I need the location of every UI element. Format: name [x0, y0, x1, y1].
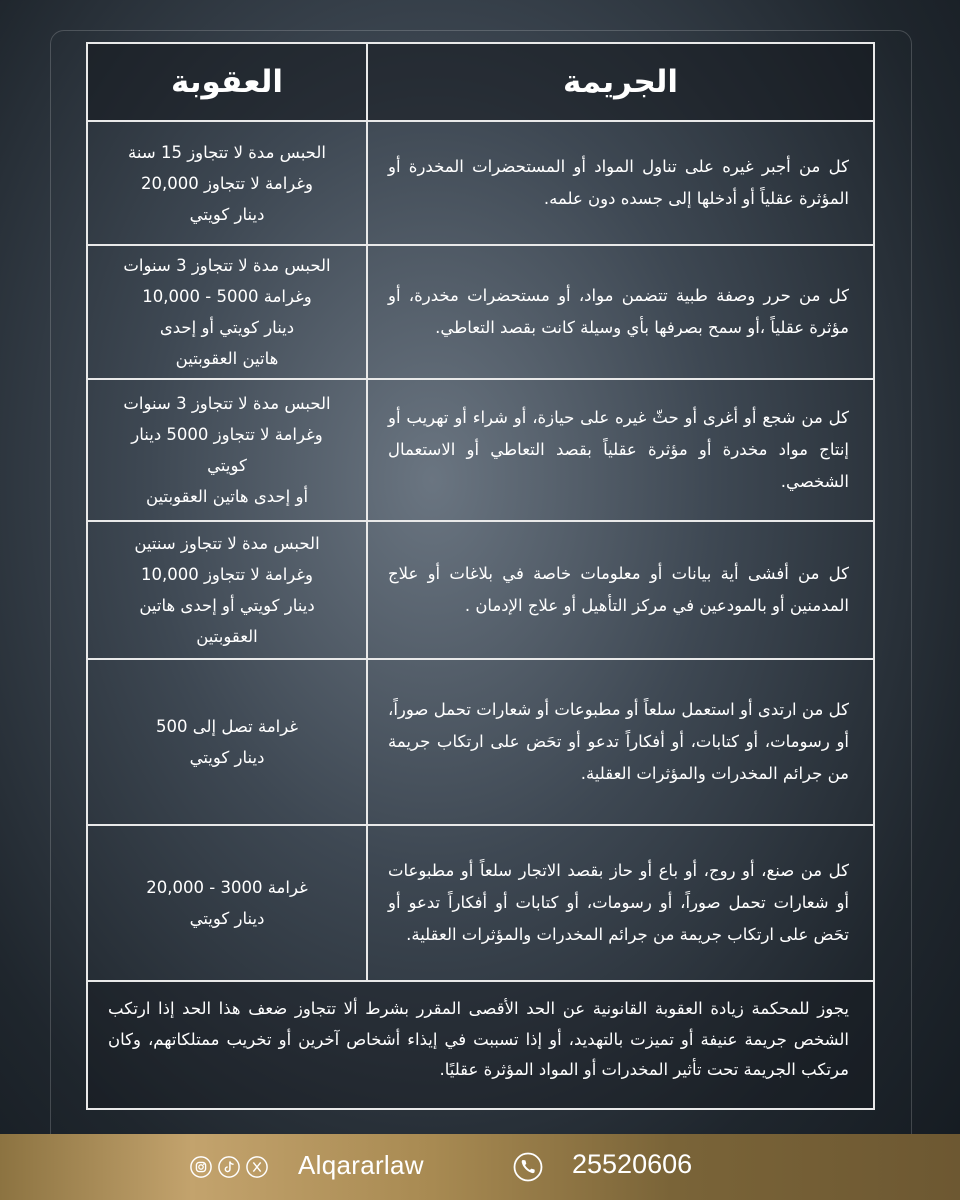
penalty-cell: الحبس مدة لا تتجاوز 15 سنة وغرامة لا تتجاوز 20,000 دينار كويتي [128, 142, 326, 224]
crime-cell: كل من أفشى أية بيانات أو معلومات خاصة في بلاغات أو علاج المدمنين أو بالمودعين في مركز التأهيل أو علاج الإدمان . [388, 564, 849, 615]
table-row [87, 121, 874, 245]
crime-cell: كل من شجع أو أغرى أو حثّ غيره على حيازة، أو شراء أو تهريب أو إنتاج مواد مخدرة أو مؤثرة عقلياً بقصد التعاطي أو الاستعمال الشخصي. [388, 408, 849, 491]
table-row [87, 659, 874, 825]
table-row [87, 825, 874, 981]
table-row [87, 379, 874, 521]
penalty-cell: غرامة تصل إلى 500 دينار كويتي [156, 717, 298, 767]
social-icons [190, 1156, 268, 1178]
tiktok-icon[interactable] [218, 1156, 240, 1178]
table-header-row [87, 43, 874, 121]
header-penalty: العقوبة [87, 43, 367, 121]
social-handle[interactable]: Alqararlaw [298, 1150, 424, 1180]
crime-cell: كل من حرر وصفة طبية تتضمن مواد، أو مستحضرات مخدرة، أو مؤثرة عقلياً ،أو سمح بصرفها بأي وسيلة كانت بقصد التعاطي. [388, 286, 849, 337]
penalty-cell: غرامة 3000 - 20,000 دينار كويتي [146, 878, 308, 928]
penalty-cell: الحبس مدة لا تتجاوز سنتين وغرامة لا تتجاوز 10,000 دينار كويتي أو إحدى هاتين العقوبتين [134, 534, 320, 646]
table-row [87, 245, 874, 379]
crime-cell: كل من صنع، أو روج، أو باع أو حاز بقصد الاتجار سلعاً أو مطبوعات أو شعارات تحمل صوراً، أو رسومات، أو كتابات أو أفكاراً تدعو أو تحَض على ارتكاب جريمة من جرائم المخدرات والمؤثرات العقلية. [388, 861, 849, 944]
header-crime: الجريمة [367, 43, 874, 121]
instagram-icon[interactable] [190, 1156, 212, 1178]
penalty-cell: الحبس مدة لا تتجاوز 3 سنوات وغرامة 5000 - 10,000 دينار كويتي أو إحدى هاتين العقوبتين [123, 256, 331, 368]
legal-note: يجوز للمحكمة زيادة العقوبة القانونية عن الحد الأقصى المقرر بشرط ألا تتجاوز ضعف هذا الحد إذا ارتكب الشخص جريمة عنيفة أو تميزت بالتهديد، أو إذا تسببت في إيذاء أشخاص آخرين أو تخريب ممتلكاتهم، وكان مرتكب الجريمة تحت تأثير المخدرات أو المواد المؤثرة عقليًا. [88, 982, 873, 1108]
crime-cell: كل من أجبر غيره على تناول المواد أو المستحضرات المخدرة أو المؤثرة عقلياً أو أدخلها إلى جسده دون علمه. [388, 157, 849, 208]
phone-number[interactable]: 25520606 [572, 1149, 693, 1179]
crime-cell: كل من ارتدى أو استعمل سلعاً أو مطبوعات أو شعارات تحمل صوراً، أو رسومات، أو كتابات، أو أفكاراً تدعو أو تحَض على ارتكاب جريمة من جرائم المخدرات والمؤثرات العقلية. [388, 700, 849, 783]
penalty-cell: الحبس مدة لا تتجاوز 3 سنوات وغرامة لا تتجاوز 5000 دينار كويتي أو إحدى هاتين العقوبتين [123, 394, 331, 506]
note-row [87, 981, 874, 1109]
phone-icon[interactable] [513, 1152, 543, 1182]
penalties-table [86, 42, 875, 1110]
table-row [87, 521, 874, 659]
x-icon[interactable] [246, 1156, 268, 1178]
footer-bar [0, 1134, 960, 1200]
